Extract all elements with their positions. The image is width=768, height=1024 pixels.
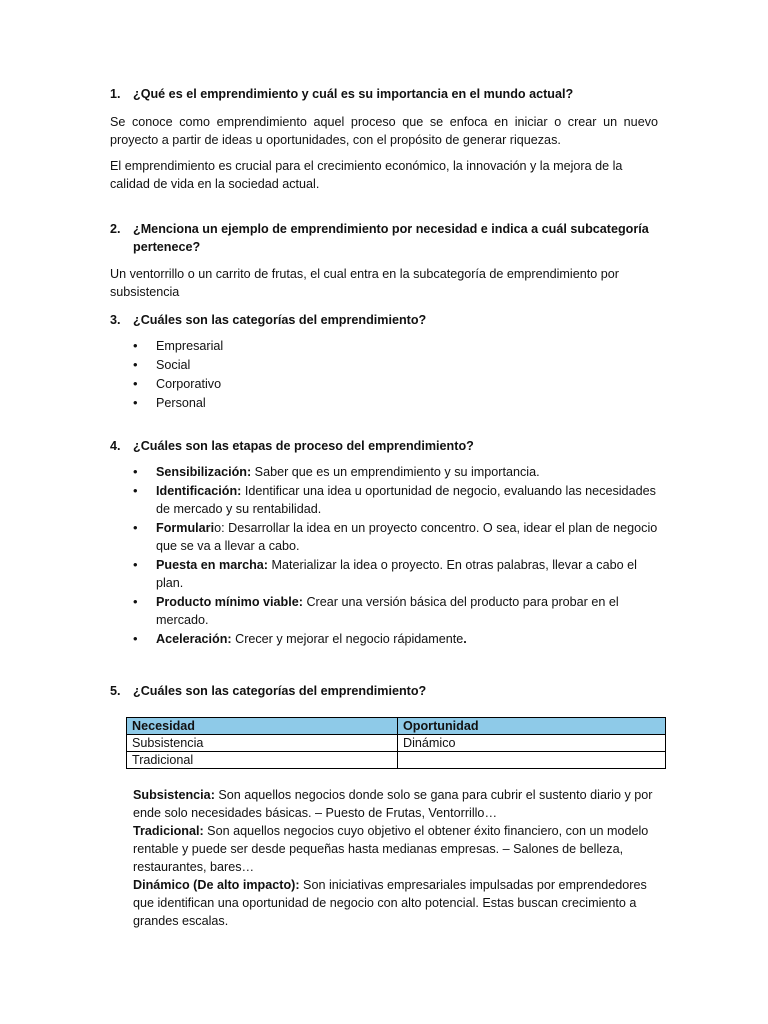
list-item	[133, 630, 663, 648]
list-item: • Corporativo	[133, 375, 663, 393]
table-header-row	[127, 718, 666, 735]
definition-text: Son iniciativas empresariales impulsadas por emprendedores que identifican una oportunidad de negocio con alto potencial. Estas buscan crecimiento a grandes escalas.	[133, 878, 647, 928]
table-cell: Dinámico	[398, 735, 666, 752]
stage-term: Aceleración:	[156, 632, 232, 646]
table-header-cell: Oportunidad	[398, 718, 666, 735]
table-row	[127, 735, 666, 752]
table-cell: Tradicional	[127, 752, 398, 769]
list-item	[133, 463, 663, 481]
list-item	[133, 593, 663, 629]
stage-term: Sensibilización:	[156, 465, 252, 479]
question-3	[110, 311, 660, 329]
question-number: 2.	[110, 222, 121, 236]
question-text: ¿Qué es el emprendimiento y cuál es su importancia en el mundo actual?	[133, 87, 574, 101]
question-number: 1.	[110, 87, 121, 101]
list-item: • Social	[133, 356, 663, 374]
list-item	[133, 519, 663, 555]
stages-list	[133, 463, 663, 649]
categories-table	[126, 717, 666, 769]
question-2	[110, 220, 660, 256]
question-text: ¿Cuáles son las categorías del emprendimiento?	[133, 684, 427, 698]
stage-text: Saber que es un emprendimiento y su importancia.	[251, 465, 540, 479]
definition-text: Son aquellos negocios donde solo se gana para cubrir el sustento diario y por ende solo necesidades básicas. – Puesto de Frutas, Ventorrillo…	[133, 788, 653, 820]
table-cell: Subsistencia	[127, 735, 398, 752]
stage-text: Materializar la idea o proyecto. En otras palabras, llevar a cabo el plan.	[156, 558, 637, 590]
table-header-cell: Necesidad	[127, 718, 398, 735]
question-text: ¿Cuáles son las categorías del emprendimiento?	[133, 313, 427, 327]
answer-1-paragraph-2: El emprendimiento es crucial para el crecimiento económico, la innovación y la mejora de la calidad de vida en la sociedad actual.	[110, 159, 623, 191]
question-5	[110, 682, 660, 700]
stage-text: Crecer y mejorar el negocio rápidamente	[231, 632, 464, 646]
definition-term: Tradicional:	[133, 824, 204, 838]
list-item: • Empresarial	[133, 337, 663, 355]
table-row	[127, 752, 666, 769]
definition-subsistencia	[133, 786, 653, 822]
question-number: 3.	[110, 313, 121, 327]
answer-1-paragraph-1: Se conoce como emprendimiento aquel proceso que se enfoca en iniciar o crear un nuevo proyecto a partir de ideas u oportunidades, con el propósito de generar riquezas.	[110, 115, 658, 147]
definition-text: Son aquellos negocios cuyo objetivo el obtener éxito financiero, con un modelo rentable y puede ser desde pequeñas hasta medianas empresas. – Salones de belleza, restaurantes, bares…	[133, 824, 649, 874]
question-text: ¿Menciona un ejemplo de emprendimiento por necesidad e indica a cuál subcategoría pertenece?	[133, 222, 649, 254]
stage-term: Identificación:	[156, 484, 242, 498]
category-definitions	[133, 786, 653, 930]
question-text: ¿Cuáles son las etapas de proceso del emprendimiento?	[133, 439, 474, 453]
stage-term: Formulari	[156, 521, 215, 535]
definition-term: Subsistencia:	[133, 788, 215, 802]
definition-term: Dinámico (De alto impacto):	[133, 878, 300, 892]
definition-dinamico	[133, 876, 653, 930]
stage-end: .	[463, 632, 467, 646]
stage-text: o: Desarrollar la idea en un proyecto concentro. O sea, idear el plan de negocio que se va a llevar a cabo.	[156, 521, 658, 553]
list-item	[133, 482, 663, 518]
categories-list	[133, 337, 663, 413]
question-4	[110, 437, 660, 455]
stage-text: Crear una versión básica del producto para probar en el mercado.	[156, 595, 619, 627]
stage-term: Producto mínimo viable:	[156, 595, 303, 609]
table-cell	[398, 752, 666, 769]
definition-tradicional	[133, 822, 653, 876]
list-item: • Personal	[133, 394, 663, 412]
stage-text: Identificar una idea u oportunidad de negocio, evaluando las necesidades de mercado y su rentabilidad.	[156, 484, 656, 516]
stage-term: Puesta en marcha:	[156, 558, 268, 572]
answer-2: Un ventorrillo o un carrito de frutas, el cual entra en la subcategoría de emprendimiento por subsistencia	[110, 267, 619, 299]
list-item	[133, 556, 663, 592]
question-number: 4.	[110, 439, 121, 453]
question-1	[110, 85, 660, 103]
question-number: 5.	[110, 684, 121, 698]
